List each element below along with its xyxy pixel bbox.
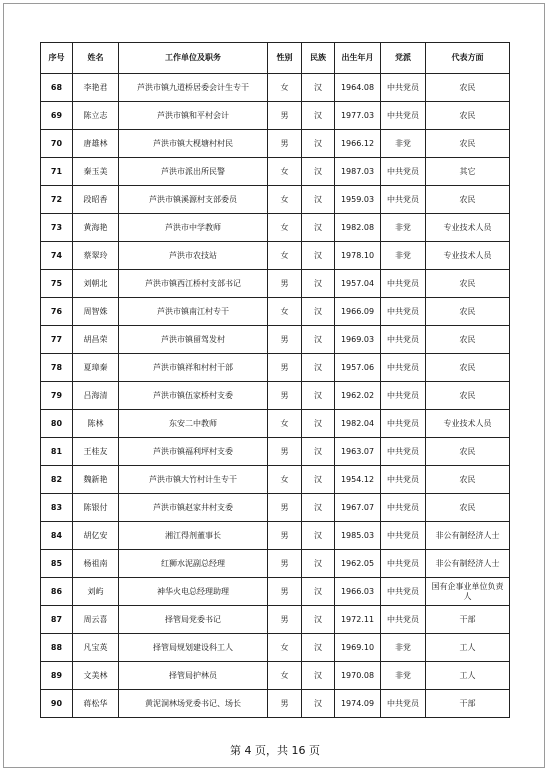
table-row xyxy=(41,298,510,326)
cell-birth: 1957.06 xyxy=(335,354,381,382)
cell-ethnicity: 汉 xyxy=(302,242,335,270)
cell-unit: 红狮水泥副总经理 xyxy=(119,550,268,578)
cell-birth: 1982.08 xyxy=(335,214,381,242)
cell-name: 王桂友 xyxy=(73,438,119,466)
cell-unit: 芦洪市镇大竹村计生专干 xyxy=(119,466,268,494)
cell-birth: 1962.05 xyxy=(335,550,381,578)
cell-no: 86 xyxy=(41,578,73,606)
cell-gender: 女 xyxy=(268,298,302,326)
cell-gender: 男 xyxy=(268,578,302,606)
cell-name: 夏璋秦 xyxy=(73,354,119,382)
cell-no: 68 xyxy=(41,74,73,102)
cell-sector: 农民 xyxy=(426,74,510,102)
cell-unit: 芦洪市镇南江村专干 xyxy=(119,298,268,326)
cell-party: 中共党员 xyxy=(381,354,426,382)
header-row xyxy=(41,43,510,74)
cell-party: 非党 xyxy=(381,214,426,242)
header-gender: 性别 xyxy=(268,43,302,74)
header-no: 序号 xyxy=(41,43,73,74)
cell-gender: 女 xyxy=(268,186,302,214)
header-unit: 工作单位及职务 xyxy=(119,43,268,74)
cell-party: 中共党员 xyxy=(381,382,426,410)
cell-unit: 芦洪市镇祥和村村干部 xyxy=(119,354,268,382)
cell-party: 中共党员 xyxy=(381,298,426,326)
cell-party: 非党 xyxy=(381,130,426,158)
table-row xyxy=(41,690,510,718)
cell-party: 中共党员 xyxy=(381,158,426,186)
cell-no: 90 xyxy=(41,690,73,718)
cell-party: 中共党员 xyxy=(381,522,426,550)
cell-ethnicity: 汉 xyxy=(302,130,335,158)
cell-unit: 芦洪市镇伍家桥村支委 xyxy=(119,382,268,410)
cell-sector: 农民 xyxy=(426,354,510,382)
cell-ethnicity: 汉 xyxy=(302,494,335,522)
cell-gender: 女 xyxy=(268,74,302,102)
cell-no: 77 xyxy=(41,326,73,354)
cell-no: 84 xyxy=(41,522,73,550)
cell-ethnicity: 汉 xyxy=(302,186,335,214)
table-row xyxy=(41,326,510,354)
cell-no: 81 xyxy=(41,438,73,466)
cell-birth: 1954.12 xyxy=(335,466,381,494)
cell-birth: 1959.03 xyxy=(335,186,381,214)
cell-ethnicity: 汉 xyxy=(302,410,335,438)
cell-gender: 女 xyxy=(268,242,302,270)
cell-gender: 男 xyxy=(268,690,302,718)
cell-sector: 工人 xyxy=(426,662,510,690)
cell-birth: 1972.11 xyxy=(335,606,381,634)
cell-birth: 1957.04 xyxy=(335,270,381,298)
cell-unit: 湘江得剂董事长 xyxy=(119,522,268,550)
cell-name: 杨祖南 xyxy=(73,550,119,578)
cell-name: 文美林 xyxy=(73,662,119,690)
cell-ethnicity: 汉 xyxy=(302,354,335,382)
cell-unit: 芦洪市镇西江桥村支部书记 xyxy=(119,270,268,298)
table-row xyxy=(41,186,510,214)
cell-birth: 1970.08 xyxy=(335,662,381,690)
cell-ethnicity: 汉 xyxy=(302,634,335,662)
cell-unit: 神华火电总经理助理 xyxy=(119,578,268,606)
cell-ethnicity: 汉 xyxy=(302,270,335,298)
cell-unit: 芦洪市镇溪源村支部委员 xyxy=(119,186,268,214)
cell-sector: 工人 xyxy=(426,634,510,662)
table-row xyxy=(41,438,510,466)
cell-ethnicity: 汉 xyxy=(302,382,335,410)
cell-gender: 男 xyxy=(268,606,302,634)
cell-name: 陈立志 xyxy=(73,102,119,130)
table-row xyxy=(41,550,510,578)
cell-party: 中共党员 xyxy=(381,438,426,466)
cell-sector: 专业技术人员 xyxy=(426,410,510,438)
cell-ethnicity: 汉 xyxy=(302,522,335,550)
cell-gender: 女 xyxy=(268,634,302,662)
cell-birth: 1964.08 xyxy=(335,74,381,102)
cell-birth: 1982.04 xyxy=(335,410,381,438)
cell-sector: 农民 xyxy=(426,130,510,158)
cell-name: 秦玉美 xyxy=(73,158,119,186)
cell-sector: 国有企事业单位负责人 xyxy=(426,578,510,606)
cell-unit: 芦洪市镇大枧塘村村民 xyxy=(119,130,268,158)
cell-party: 中共党员 xyxy=(381,326,426,354)
table-row xyxy=(41,578,510,606)
cell-no: 73 xyxy=(41,214,73,242)
table-row xyxy=(41,494,510,522)
cell-sector: 专业技术人员 xyxy=(426,214,510,242)
header-name: 姓名 xyxy=(73,43,119,74)
cell-party: 中共党员 xyxy=(381,270,426,298)
table-row xyxy=(41,522,510,550)
cell-unit: 芦洪市镇福利坪村支委 xyxy=(119,438,268,466)
table-row xyxy=(41,354,510,382)
cell-no: 80 xyxy=(41,410,73,438)
representative-table xyxy=(40,42,510,718)
cell-ethnicity: 汉 xyxy=(302,214,335,242)
cell-gender: 女 xyxy=(268,466,302,494)
cell-name: 吕海清 xyxy=(73,382,119,410)
cell-gender: 男 xyxy=(268,102,302,130)
cell-name: 蒋松华 xyxy=(73,690,119,718)
cell-party: 中共党员 xyxy=(381,606,426,634)
cell-sector: 农民 xyxy=(426,466,510,494)
cell-party: 非党 xyxy=(381,242,426,270)
table-row xyxy=(41,214,510,242)
table-body xyxy=(41,74,510,718)
cell-ethnicity: 汉 xyxy=(302,466,335,494)
cell-birth: 1966.09 xyxy=(335,298,381,326)
cell-name: 刘朝北 xyxy=(73,270,119,298)
cell-unit: 黄泥洞林场党委书记、场长 xyxy=(119,690,268,718)
table-row xyxy=(41,410,510,438)
cell-name: 黄海艳 xyxy=(73,214,119,242)
table-row xyxy=(41,606,510,634)
cell-no: 69 xyxy=(41,102,73,130)
cell-sector: 农民 xyxy=(426,186,510,214)
cell-birth: 1969.03 xyxy=(335,326,381,354)
cell-ethnicity: 汉 xyxy=(302,74,335,102)
cell-ethnicity: 汉 xyxy=(302,102,335,130)
cell-sector: 农民 xyxy=(426,298,510,326)
cell-name: 周智姝 xyxy=(73,298,119,326)
cell-name: 胡亿安 xyxy=(73,522,119,550)
cell-no: 75 xyxy=(41,270,73,298)
cell-gender: 男 xyxy=(268,270,302,298)
cell-ethnicity: 汉 xyxy=(302,550,335,578)
cell-no: 87 xyxy=(41,606,73,634)
cell-birth: 1978.10 xyxy=(335,242,381,270)
cell-unit: 芦洪市镇和平村会计 xyxy=(119,102,268,130)
cell-sector: 专业技术人员 xyxy=(426,242,510,270)
cell-ethnicity: 汉 xyxy=(302,690,335,718)
cell-birth: 1969.10 xyxy=(335,634,381,662)
cell-party: 中共党员 xyxy=(381,410,426,438)
cell-no: 82 xyxy=(41,466,73,494)
page-number: 第 4 页，共 16 页 xyxy=(230,744,320,757)
cell-gender: 男 xyxy=(268,550,302,578)
header-sector: 代表方面 xyxy=(426,43,510,74)
cell-name: 李艳君 xyxy=(73,74,119,102)
cell-name: 魏新艳 xyxy=(73,466,119,494)
cell-gender: 男 xyxy=(268,382,302,410)
cell-no: 70 xyxy=(41,130,73,158)
cell-sector: 干部 xyxy=(426,606,510,634)
cell-no: 74 xyxy=(41,242,73,270)
cell-birth: 1966.03 xyxy=(335,578,381,606)
cell-ethnicity: 汉 xyxy=(302,662,335,690)
table-row xyxy=(41,74,510,102)
cell-name: 段昭香 xyxy=(73,186,119,214)
cell-no: 71 xyxy=(41,158,73,186)
cell-birth: 1974.09 xyxy=(335,690,381,718)
cell-sector: 非公有制经济人士 xyxy=(426,550,510,578)
cell-gender: 男 xyxy=(268,522,302,550)
cell-party: 中共党员 xyxy=(381,578,426,606)
cell-party: 中共党员 xyxy=(381,494,426,522)
cell-party: 中共党员 xyxy=(381,690,426,718)
header-birth: 出生年月 xyxy=(335,43,381,74)
cell-sector: 农民 xyxy=(426,270,510,298)
cell-birth: 1985.03 xyxy=(335,522,381,550)
cell-no: 78 xyxy=(41,354,73,382)
cell-name: 蔡翠玲 xyxy=(73,242,119,270)
cell-name: 周云喜 xyxy=(73,606,119,634)
cell-party: 中共党员 xyxy=(381,186,426,214)
cell-birth: 1963.07 xyxy=(335,438,381,466)
cell-gender: 男 xyxy=(268,494,302,522)
table-row xyxy=(41,270,510,298)
cell-name: 刘屿 xyxy=(73,578,119,606)
cell-sector: 农民 xyxy=(426,382,510,410)
header-ethnicity: 民族 xyxy=(302,43,335,74)
cell-no: 79 xyxy=(41,382,73,410)
table-row xyxy=(41,466,510,494)
cell-unit: 择管局护林员 xyxy=(119,662,268,690)
cell-unit: 芦洪市派出所民警 xyxy=(119,158,268,186)
cell-gender: 女 xyxy=(268,214,302,242)
cell-gender: 男 xyxy=(268,130,302,158)
cell-party: 中共党员 xyxy=(381,466,426,494)
cell-party: 非党 xyxy=(381,634,426,662)
cell-gender: 男 xyxy=(268,326,302,354)
cell-party: 非党 xyxy=(381,662,426,690)
cell-sector: 农民 xyxy=(426,438,510,466)
cell-name: 胡昌荣 xyxy=(73,326,119,354)
cell-party: 中共党员 xyxy=(381,550,426,578)
cell-gender: 女 xyxy=(268,158,302,186)
cell-birth: 1987.03 xyxy=(335,158,381,186)
table-row xyxy=(41,662,510,690)
cell-no: 85 xyxy=(41,550,73,578)
cell-birth: 1966.12 xyxy=(335,130,381,158)
cell-unit: 芦洪市镇留驾发村 xyxy=(119,326,268,354)
cell-ethnicity: 汉 xyxy=(302,606,335,634)
cell-gender: 男 xyxy=(268,354,302,382)
cell-unit: 择管局党委书记 xyxy=(119,606,268,634)
cell-party: 中共党员 xyxy=(381,74,426,102)
cell-ethnicity: 汉 xyxy=(302,298,335,326)
cell-name: 陈银付 xyxy=(73,494,119,522)
cell-party: 中共党员 xyxy=(381,102,426,130)
cell-birth: 1962.02 xyxy=(335,382,381,410)
cell-sector: 非公有制经济人士 xyxy=(426,522,510,550)
cell-unit: 芦洪市农技站 xyxy=(119,242,268,270)
cell-no: 72 xyxy=(41,186,73,214)
cell-name: 凡宝英 xyxy=(73,634,119,662)
table-row xyxy=(41,382,510,410)
table-row xyxy=(41,102,510,130)
cell-no: 83 xyxy=(41,494,73,522)
table-header xyxy=(41,43,510,74)
header-party: 党派 xyxy=(381,43,426,74)
cell-birth: 1967.07 xyxy=(335,494,381,522)
cell-unit: 芦洪市中学教师 xyxy=(119,214,268,242)
table-row xyxy=(41,158,510,186)
table-row xyxy=(41,130,510,158)
cell-name: 陈林 xyxy=(73,410,119,438)
cell-sector: 干部 xyxy=(426,690,510,718)
cell-sector: 农民 xyxy=(426,494,510,522)
cell-ethnicity: 汉 xyxy=(302,438,335,466)
cell-gender: 男 xyxy=(268,438,302,466)
cell-name: 唐雄林 xyxy=(73,130,119,158)
cell-unit: 东安二中教师 xyxy=(119,410,268,438)
cell-ethnicity: 汉 xyxy=(302,326,335,354)
cell-sector: 农民 xyxy=(426,326,510,354)
cell-sector: 其它 xyxy=(426,158,510,186)
cell-ethnicity: 汉 xyxy=(302,578,335,606)
cell-unit: 芦洪市镇赵家井村支委 xyxy=(119,494,268,522)
cell-birth: 1977.03 xyxy=(335,102,381,130)
cell-no: 89 xyxy=(41,662,73,690)
cell-ethnicity: 汉 xyxy=(302,158,335,186)
cell-unit: 择管局规划建设科工人 xyxy=(119,634,268,662)
cell-sector: 农民 xyxy=(426,102,510,130)
table-row xyxy=(41,634,510,662)
cell-no: 88 xyxy=(41,634,73,662)
table-row xyxy=(41,242,510,270)
cell-gender: 女 xyxy=(268,410,302,438)
cell-gender: 女 xyxy=(268,662,302,690)
cell-no: 76 xyxy=(41,298,73,326)
cell-unit: 芦洪市镇九道桥居委会计生专干 xyxy=(119,74,268,102)
